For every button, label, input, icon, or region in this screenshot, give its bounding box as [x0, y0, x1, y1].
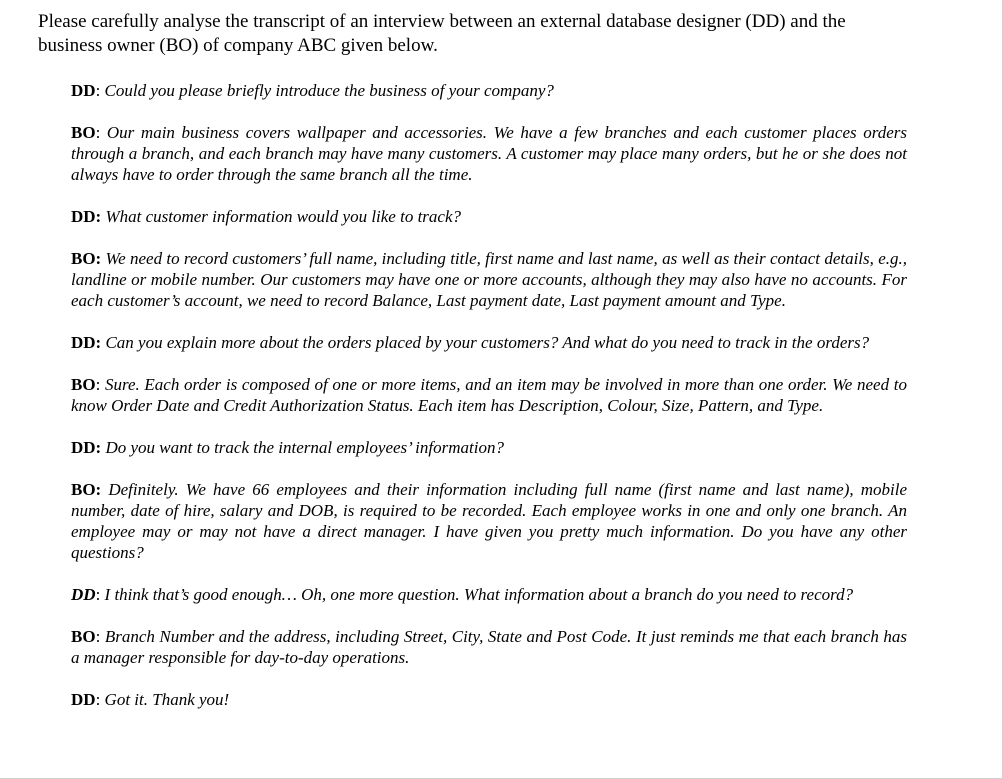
transcript-turn-dd-5 [71, 584, 907, 605]
transcript-turn-dd-2 [71, 206, 907, 227]
transcript-turn-bo-1 [71, 122, 907, 185]
transcript-turn-dd-3 [71, 332, 907, 353]
intro-paragraph: Please carefully analyse the transcript of an interview between an external database designer (DD) and the business owner (BO) of company ABC given below. [38, 11, 846, 56]
separator: : [95, 375, 105, 394]
transcript-turn-bo-5 [71, 626, 907, 668]
speaker-label: BO [71, 375, 96, 394]
utterance-text: Do you want to track the internal employees’ information? [105, 438, 504, 457]
transcript-turn-bo-3 [71, 374, 907, 416]
utterance-text: Definitely. We have 66 employees and their information including full name (first name and last name), mobile number, date of hire, salary and DOB, is required to be recorded. Each employee works in one and only one branch. An employee may or may not have a direct manager. I have given you pretty much information. Do you have any other questions? [71, 480, 907, 562]
separator: : [95, 627, 105, 646]
speaker-label: DD [71, 585, 96, 604]
utterance-text: I think that’s good enough… Oh, one more question. What information about a branch do you need to record? [104, 585, 854, 604]
utterance-text: Got it. Thank you! [104, 690, 230, 709]
transcript-turn-bo-2 [71, 248, 907, 311]
separator: : [95, 585, 105, 604]
utterance-text: Our main business covers wallpaper and accessories. We have a few branches and each customer places orders through a branch, and each branch may have many customers. A customer may place many orders, but he or she does not always have to order through the same branch all the time. [71, 123, 907, 184]
utterance-text: We need to record customers’ full name, including title, first name and last name, as well as their contact details, e.g., landline or mobile number. Our customers may have one or more accounts, although they may also have no accounts. For each customer’s account, we need to record Balance, Last payment date, Last payment amount and Type. [71, 249, 907, 310]
speaker-label: DD: [71, 438, 102, 457]
speaker-label: DD [71, 690, 96, 709]
utterance-text: Can you explain more about the orders placed by your customers? And what do you need to track in the orders? [105, 333, 870, 352]
utterance-text: Sure. Each order is composed of one or more items, and an item may be involved in more than one order. We need to know Order Date and Credit Authorization Status. Each item has Description, Colour, Size, Pattern, and Type. [71, 375, 907, 415]
separator: : [95, 123, 107, 142]
utterance-text: Branch Number and the address, including Street, City, State and Post Code. It just reminds me that each branch has a manager responsible for day-to-day operations. [71, 627, 907, 667]
transcript-turn-dd-4 [71, 437, 907, 458]
separator: : [95, 690, 105, 709]
separator: : [95, 81, 105, 100]
speaker-label: BO: [71, 480, 102, 499]
transcript-turn-dd-6 [71, 689, 907, 710]
speaker-label: BO [71, 123, 96, 142]
speaker-label: DD [71, 81, 96, 100]
utterance-text: Could you please briefly introduce the business of your company? [104, 81, 554, 100]
transcript-turn-dd-1 [71, 80, 907, 101]
transcript-turn-bo-4 [71, 479, 907, 563]
speaker-label: DD: [71, 333, 102, 352]
utterance-text: What customer information would you like to track? [105, 207, 462, 226]
speaker-label: DD: [71, 207, 102, 226]
speaker-label: BO: [71, 249, 102, 268]
interview-transcript [71, 80, 907, 731]
speaker-label: BO [71, 627, 96, 646]
